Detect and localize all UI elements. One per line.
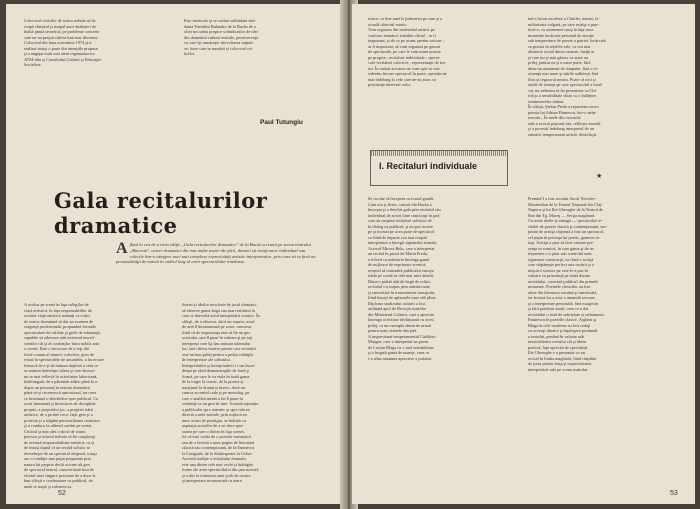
text-line: Cu mine ideile-şi adaugă — spectacolul re- [528,218,603,223]
page-number-right: 53 [670,490,678,497]
text-line: din Ministerul Culturii, care a apreciat [368,311,434,317]
text-line: Diploma studioului culturii a fost [368,300,426,306]
text-line: dania Teatrului Bulandra de la Bacău de a [184,23,256,29]
text-line: ticat-o, cu asemenea curaj la faţa unor [528,27,594,32]
text-line: naraţiune la dramă şi invers, dacă nu [182,384,245,390]
text-line: Stat din Tg. Mureş — Secţia maghiară. [528,212,596,218]
text-line: Murgea, care a interpretat un poem [368,339,429,344]
text-line: pe şi tocmai pe acea parte de spectacol [368,229,435,234]
right-page [352,4,695,504]
text-line: clasică sau contemporană, de la Eminescu [182,445,255,450]
text-line: momente încărcate personal de emoţie [528,32,595,38]
text-line: ATM-ului şi Consiliului Culturii şi Educaţiei [24,56,101,62]
text-line: Vom organiza din materialul artistic pe [368,27,435,32]
text-line: oferi un cadru propice schimburilor de idei [184,29,258,34]
text-line: A impresionat temperamentul Cătălinei [368,333,436,339]
text-line: Ilie Gheorghe s-a prezentat cu un [528,350,586,355]
text-line: prisosinţă interesul critic. [368,82,412,87]
right-top-column-1 [368,16,514,88]
text-line: interpretare a întregii săptămâni teatrale. [368,240,438,245]
text-line: lor; iată câteva motive pentru care recitalul [182,346,256,351]
text-line: spectaculare de calitate şi grele de substanţă, [24,329,101,335]
text-line: şi o interpretare personală, fără exagerări [528,300,599,306]
text-line: care o analiză atentă a lui îl pune în [182,395,243,401]
text-line: Criticul şi mai ales criticul de teatru [24,428,86,434]
text-line: şi a conduce la ultimul cuvânt pe scenă. [24,423,93,428]
text-line: de artă îl încununează pe actor, cunoscut [182,324,252,329]
text-line: cu aceeaşi dăruire şi înţelegere profundă [528,328,598,333]
text-line: şi fără patetism inutil, ceea ce a dat [528,306,589,311]
text-line: firească de a-ţi da măsura deplină a ceea ce [24,362,99,368]
text-line: şi sinceritate în transmiterea mesajului, [368,289,436,295]
text-line: proprie, a propriului joc, a propriei trăiri [24,406,94,412]
text-line: până să-şi cucerească spectatorul, iar ceea [24,390,97,395]
text-line: aspiraţia actorilor de a ne duce spre [182,423,243,428]
text-line: de Lucian Blaga cu o rară sensibilitate [368,344,434,350]
text-line: interpretării sale pe scena teatrului. [528,366,589,372]
section-heading-rule [371,151,507,156]
text-line: cu poezia în reţelele sale, ca cea mai [528,43,591,49]
text-line: recitalului o notă de sobrietate şi rafinament. [528,311,605,317]
text-line: cel puţin în privinţa lui poetic, generos to- [528,234,601,240]
text-line: proiecta şi a stăpâni personalitatea creatoare [24,417,100,423]
text-line: rită şi a sensibilitate chiar cu o îndârjire [528,93,596,98]
text-line: i-a adus unanima apreciere a juriului. [368,355,432,361]
text-line: bun sfârşit o confruntare cu publicul, de [24,478,93,483]
text-line: să observe gama largă sau mai restrânsă în [182,307,256,313]
text-line: fie că este vorba de o poveste romantică [182,434,251,439]
section-separator-star: ★ [596,172,603,180]
text-line: directă a artei teatrale, prin mijlocirea [182,412,247,417]
text-line: de mijloace de exprimare scenică, [368,262,427,267]
text-line: interpreţii care îşi dau măsura talentului [182,340,251,346]
section-heading-box [370,150,508,186]
text-line: fiind însoţit de aplauzele unei săli pline. [368,295,437,300]
text-line: iar lectura lor a avut o anumită savoare [528,295,595,300]
text-line: flori şi regizorul nostru. Poate că nici şi [528,76,596,82]
text-line: ve, între care se numără şi colocviul cri- [184,45,253,51]
text-line: sfârşit, de a observa, dacă nu cumva, actul [182,318,255,324]
text-line: a folosit cu măiestrie întreaga gamă [368,256,430,262]
text-line: de însuşi faptul că un recital solistic se [24,445,91,450]
text-line: care stăpâneşte perfect arta rostirii şi a [528,262,594,267]
text-line: şi a povestit îndelung interpretul de un [528,126,595,131]
text-line: individual de actori bine cunoscuţi în ţară [368,212,440,218]
text-line: deosebeşte de un spectacol obişnuit, totuşi [24,450,97,456]
text-line: Această tradiţie a recitalului dramatic [182,456,247,461]
text-line: de la tragic la comic, de la poezie şi [182,379,244,384]
text-line: Premiul I a fost acordat Ancăi Neculce- [528,196,597,201]
text-line: alese din literatura română şi universală, [528,289,598,295]
text-line: dinţat pe rând demonstraţiile de fond şi [182,368,250,373]
text-line: trecută... În unele din versurile [528,115,581,120]
text-line: mişcării scenice pe care le-a pus în [528,267,588,273]
text-line: actorului care îl pune în valoare şi pe toţi [182,335,253,340]
text-line: recitalului, cucerind publicul din primele [528,278,599,284]
text-line: pe propria ; recitaluri individuale ; specta- [368,54,441,60]
text-line: evitat în spectacolele de ansamblu, o încercare [24,357,104,362]
text-line: întreaga activitate desfăşurată cu acest [368,317,434,322]
text-line: în dialog cu publicul, şi au pus accent [368,223,433,229]
text-line: forme ale artei spectacolului din ţara noastră [182,467,259,472]
text-line: de juriu pentru forţa şi expresivitatea [528,361,592,366]
text-line: un recital în proză de Marin Preda, [368,251,428,256]
text-line: prilej, ca un exemplu demn de urmat [368,322,432,328]
text-line: capabile să adreseze atât interesul teoreti- [24,335,96,340]
text-line: Colocviul din luna octombrie 1974 şi-a [24,40,92,45]
text-line: starea pe care o dorim în faţa scenei, [182,428,245,434]
text-line: Cum era şi firesc, teatrul din Bacău a [368,201,432,207]
text-line: A avolua pe scenă în faţa colegilor de [24,302,89,307]
text-line: Maximilian de la Teatrul Naţional din Cluj- [528,201,603,207]
text-line: dintr-un sentiment de simpatie, fără o re- [528,65,599,71]
text-line: ce înseamnă o deschidere spre publicul. Ca [24,395,99,401]
text-line: aleatorie social dintre sensuri, înalţă ar [528,49,595,54]
text-line: ceapă climatul şi timpul unor dezbateri de [24,23,97,29]
text-line: estice, ca fine unei la judecarea pe care şi a [368,16,442,21]
text-line: cat, nu trebuiau să fie prezentate ca Chi- [528,87,598,93]
text-line: efortul unei singure persoane de a duce la [24,472,96,478]
text-line: artistice, de a probei voce, faţă, gest şi a [24,412,93,417]
text-line: dopta un personaj în textura dramatică [24,384,90,390]
right-body-column-1 [368,196,516,484]
lead-text: flată la cea de a treia ediţie „Gala recitalurilor dramatice" de la Bacău a reunit pe scena teatrului „Bacovia", actori dramatici din mai multe teatre ale ţării, dornici să emoţioneze individual sau colectiv într-o atingere unei mai complexe expresivităţi artistic-interpretative, prin care să se facă un personalităţii de marcă în cadrul larg al artei spectacolului românesc. [116,242,316,265]
text-line: îndelungată, de a pătrunde adânc până la a- [24,379,99,384]
text-line: care au susţinut recitaluri solistice de [368,218,432,223]
text-line: recital în limba maghiară, fiind răsplătit [528,355,597,361]
text-line: cole-recitaluri colective ; reprezentaţii de tea- [368,60,447,65]
text-line: cienilor cât şi al confraţilor întru nobila artă [24,340,100,346]
text-line: Dintr-o paletă atât de largă de roluri, [368,278,431,284]
text-line: a publicului spre autentic şi spre trăirea [182,406,250,412]
text-line: mai îndelung la cele care ne-au atras cu [368,76,436,82]
text-line: Interpretărilor şi întreprinderii i s-au încre- [182,362,256,368]
text-line: Napoca şi lui Ilie Gheorghe de la Teatrul de [528,207,603,212]
text-line: şi care nu-şi mai găsesc ca atare un [528,54,589,60]
text-line: Se cuvine să începem cu tourul gandă. [368,196,434,201]
left-body-column-1 [24,302,172,498]
text-line: reuşind să transmită publicului emoţia [368,267,434,273]
text-line: În sfârşit, Ştefan Preda a reprezent corect [528,104,599,109]
text-line: evidenţă ca un gest în sine. Această aspiraţie [182,401,259,406]
text-line: autentic temperament artistic desăvârşit. [528,131,598,137]
text-line: unor actori de prestigiu, se îmbină cu [182,417,246,423]
text-line: se numim îndeobşte talent şi care deseori [24,368,95,373]
text-line: ind a lucrat excelent a Chirilei, numai, fa- [528,16,600,21]
text-line: poezia lui Adrian Păunescu, într-o neîn- [528,109,597,115]
text-line: sau de o lectură a unor pagini de literatură [182,439,255,445]
text-line: a scenei. Este o încercare de a ieşi din [24,346,90,351]
text-line: fiind că de importanţa este să fie un ges [182,329,251,335]
text-line: natura lui proprie decât oricare alt gen [24,461,90,467]
author-signature: Paul Tutungiu [260,119,303,126]
text-line: Este meritorie şi se cuvine subliniată stră- [184,18,256,23]
text-line: precum şi actorul trebuie să fie conştienţi [24,434,95,439]
text-line: exigenţă profesională, propunând formule [24,324,97,329]
text-line: cu care îşi urmăreşte dezvoltarea iniţiati- [184,40,255,45]
text-line: ca fiind de departe cea mai reuşită [368,234,427,240]
text-line: de teatru, înseamnă să dai un examen de [24,318,94,324]
text-line: muzicalitatea versului cât şi ideea [528,339,586,344]
text-line: ticilor. [184,51,196,56]
text-line: acordă obiectul estetic. [368,21,408,27]
text-line: care se dezvoltă actul interpretării scenice. În [182,313,260,318]
text-line: de interpretare ale solistului. [182,357,231,362]
right-top-column-2 [528,16,678,156]
left-top-column-1 [24,18,164,68]
text-line: Blaga în cele moderne au fost redaţi [528,322,591,328]
text-line: ar fi important, să vom organiza pe genuri [368,43,441,49]
text-line: conform tematicii stabilite oficial ; ar fi [368,32,436,38]
text-line: de spectacol teatral, caracterizată însă de [24,467,94,472]
text-line: sub temperatura de poezie a patriei, încărcată [528,38,606,43]
text-line: locul comun al muncii colective, greu de [24,351,95,357]
page-number-left: 52 [58,490,66,497]
left-top-column-2 [184,18,329,57]
section-heading: I. Recitaluri individuale [379,161,478,171]
text-line: şi o bogată gamă de nuanţe, ceea ce [368,350,430,355]
text-line: de spectacole, pe care le vom numi poeme [368,49,441,54]
text-line: la Caragiale, de la Shakespeare la Cehov. [182,450,253,456]
article-title: Gala recitalurilor dramatice [54,188,268,238]
text-line: şi a angajat mult mai atent organizatorice [24,51,95,56]
text-line: ratele de tristeţe pe care spectacolul a încal- [528,82,604,87]
text-line: acest înseamnă şi încercarea de disciplină [24,401,96,406]
text-line: şi interpretare recunoscută ca atare. [182,478,243,483]
text-line: terpretare s-a ţinut sub controlul unei [528,251,592,256]
text-line: miliarizata vulgară, pe care actriţa a prac- [528,21,600,27]
text-line: iluziei şi ideilor inculcate de jocul dramatic, [182,302,258,307]
text-line: citalei de poezie clasică şi contemporană, sus- [528,223,608,229]
text-line: siderăm fiecare spectacol în parte, oprindu-ne [368,71,447,76]
text-line: Socialiste. [24,62,42,67]
text-line: tru. În cadrul acestora ne vom opri să con- [368,65,441,71]
text-line: Colocviul criticilor de teatru trebuie să în- [24,18,97,23]
text-line: încrepat şi a deschis gala prin recitalul său [368,207,441,212]
text-line: din domeniul culturii teatrale, perseverenţa [184,34,258,40]
text-line: de această responsabilitate artistică, ca şi [24,439,95,445]
text-line: este una dintre cele mai vechi şi îndrăgite [182,461,254,467]
text-line: ţinută de actriţa clujeană a fost un spectacol, [528,229,605,234]
text-line: momente. Poemele clasicilor au fost [528,284,591,289]
text-line: care ne-au preţuit câteva linii mai devreme. [24,34,99,40]
text-line: este un bun prilej pentru a proba calităţile [182,351,254,357]
left-body-column-2 [182,302,332,498]
text-line: şi a dus la formarea unei şcoli de rostire [182,472,251,478]
text-line: trăită pe scenă în cele mai mici detalii. [368,273,435,278]
lead-dropcap: A [116,240,128,257]
text-line: atribuită apoi de Direcţia teatrelor [368,306,427,311]
text-line: zistenţă mai mare şi stările sufleteşti fără [528,71,599,76]
text-line: unde se naşte şi valoarea sa. [24,483,73,489]
text-line: cumva accentul cade şi pe monolog, pe [182,390,250,395]
article-lead [116,242,316,265]
text-line: Actorul Mircea Belu, care a interpretat [368,245,435,251]
text-line: recitalul s-a impus prin autenticitate [368,284,430,289]
text-line: important, şi de ce pe acum, pentru oricine ; [368,38,444,43]
right-body-column-2 [528,196,678,484]
text-line: tuşi. Actriţa a ştiut să facă valoare pre- [528,240,595,245]
text-line: Eminescu în poeziile clasice, Arghezi şi [528,317,597,322]
text-line: are o condiţie mai puţin pregnantă prin [24,456,91,461]
text-line: această viaţă artistică animaţi ca critici [24,313,91,318]
text-line: viaţă artistică, în faţa responsabililor de [24,307,92,313]
text-line: pentru toate teatrele din ţară. [368,328,418,333]
text-line: prilej, pentru ea şi o mare parte, fără [528,60,591,65]
text-line: nu se mai reflectă în activitatea laborioasă, [24,373,98,379]
text-line: înaltă ţinută teoretică, pe probleme concrete [24,29,100,34]
text-line: zenţa sa scenică, în care gama şi de in- [528,245,595,251]
text-line: valoare cu prisosinţă pe toată durata [528,273,590,278]
text-line: sale a evocat poporul său, reflecţia morală [528,120,601,126]
text-line: sentimentelor intime. [528,98,565,104]
text-line: realizat totuşi o parte din intenţiile propuse [24,45,98,51]
text-line: riguroase construcţii, ea fiind o actriţă [528,256,594,262]
text-line: formă, pe care le va etala în toată gama [182,373,250,379]
left-page [6,4,346,504]
text-line: poetică, fapt apreciat de specialişti. [528,344,589,350]
text-line: a textului, punând în valoare atât [528,333,585,339]
